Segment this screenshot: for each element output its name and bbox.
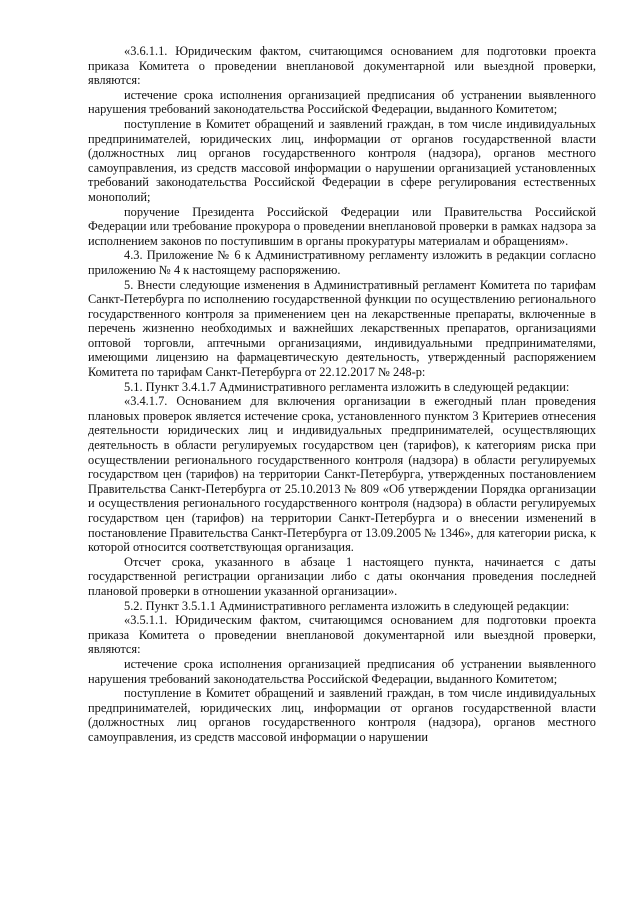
paragraph: поручение Президента Российской Федерации или Правительства Российской Федерации или требование прокурора о проведении внеплановой проверки в рамках надзора за исполнением законов по поступившим в органы прокуратуры материалам и обращениям». (88, 204, 596, 248)
paragraph: 5.2. Пункт 3.5.1.1 Административного регламента изложить в следующей редакции: (124, 598, 570, 613)
paragraph: поступление в Комитет обращений и заявлений граждан, в том числе индивидуальных предпринимателей, юридических лиц, информации от органов государственной власти (должностных лиц органов государственного контроля (надзора), органов местного самоуправления, из средств массовой информации о нарушении организацией установленных требований законодательства Российской Федерации в сфере регулирования естественных монополий; (88, 116, 596, 204)
paragraph: истечение срока исполнения организацией предписания об устранении выявленного нарушения требований законодательства Российской Федерации, выданного Комитетом; (88, 656, 596, 686)
paragraph: 4.3. Приложение № 6 к Административному регламенту изложить в редакции согласно приложению № 4 к настоящему распоряжению. (88, 248, 596, 277)
paragraph: «3.5.1.1. Юридическим фактом, считающимся основанием для подготовки проекта приказа Комитета о проведении внеплановой документарной или выездной проверки, являются: (88, 613, 596, 657)
document-page (88, 44, 596, 745)
paragraph: «3.6.1.1. Юридическим фактом, считающимся основанием для подготовки проекта приказа Комитета о проведении внеплановой документарной или выездной проверки, являются: (88, 44, 596, 88)
paragraph: 5. Внести следующие изменения в Административный регламент Комитета по тарифам Санкт-Петербурга по исполнению государственной функции по осуществлению регионального государственного контроля за применением цен на лекарственные препараты, включенные в перечень жизненно необходимых и важнейших лекарственных препаратов, организациями оптовой торговли, аптечными организациями, индивидуальными предпринимателями, имеющими лицензию на фармацевтическую деятельность, утвержденный распоряжением Комитета по тарифам Санкт-Петербурга от 22.12.2017 № 248-р: (88, 277, 596, 380)
paragraph: 5.1. Пункт 3.4.1.7 Административного регламента изложить в следующей редакции: (124, 379, 570, 394)
paragraph: Отсчет срока, указанного в абзаце 1 настоящего пункта, начинается с даты государственной регистрации организации либо с даты окончания проведения последней плановой проверки в отношении указанной организации». (88, 554, 596, 598)
paragraph: поступление в Комитет обращений и заявлений граждан, в том числе индивидуальных предпринимателей, юридических лиц, информации от органов государственной власти (должностных лиц органов государственного контроля (надзора), органов местного самоуправления, из средств массовой информации о нарушении (88, 686, 596, 744)
paragraph: «3.4.1.7. Основанием для включения организации в ежегодный план проведения плановых проверок является истечение срока, установленного пунктом 3 Критериев отнесения деятельности юридических лиц и индивидуальных предпринимателей, осуществляющих деятельность в области регулируемых государством цен (тарифов), к категориям риска при осуществлении регионального государственного контроля (надзора) в области регулируемых государством цен (тарифов) на территории Санкт-Петербурга, утвержденных постановлением Правительства Санкт-Петербурга от 25.10.2013 № 809 «Об утверждении Порядка организации и осуществления регионального государственного контроля (надзора) в области регулируемых государством цен (тарифов) на территории Санкт-Петербурга и о внесении изменений в постановление Правительства Санкт-Петербурга от 13.09.2005 № 1346», для категории риска, к которой относится соответствующая организация. (88, 394, 596, 555)
paragraph: истечение срока исполнения организацией предписания об устранении выявленного нарушения требований законодательства Российской Федерации, выданного Комитетом; (88, 87, 596, 117)
